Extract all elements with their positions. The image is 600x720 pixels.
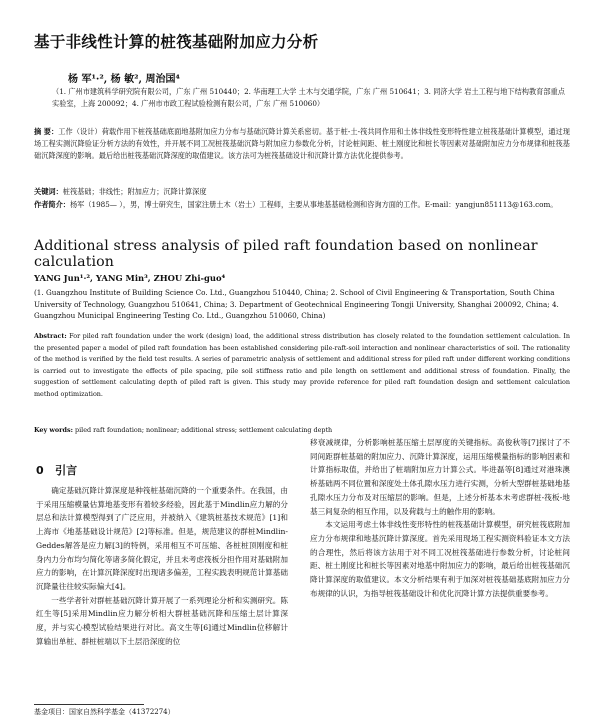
section-heading (36, 462, 77, 478)
left-paragraph-1: 确定基础沉降计算深度是种筏桩基础沉降的一个重要条件。在我国，由于采用压缩模量估算地基变形有着较多经验，因此基于Mindlin应力解的分层总和法计算模型得到了广泛应用，并被纳入《建筑桩基技术规范》[1]和上海市《地基基础设计规范》[2]等标准。但是，规范建议的群桩Mindlin-Geddes解答是应力解[3]的特例，采用相互不可压缩、各桩桩顶刚度和桩身内力分布均匀简化等诸多简化假定，并且未考虑筏板分担作用对基础附加应力的影响，在计算沉降深度时出现诸多偏差，工程实践表明规范计算基础沉降量往往较实际偏大[4]。 (36, 486, 288, 591)
chinese-keywords (34, 186, 570, 198)
english-keywords-text: piled raft foundation; nonlinear; additional stress; settlement calculating depth (75, 426, 333, 434)
chinese-authors: 杨 军¹·², 杨 敏², 周治国⁴ (68, 74, 180, 85)
english-abstract-label: Abstract: (34, 332, 67, 340)
footnote: 基金项目：国家自然科学基金（41372274） (34, 708, 175, 716)
footnote-divider (34, 704, 144, 705)
english-authors: YANG Jun¹·², YANG Min³, ZHOU Zhi-guo⁴ (34, 273, 226, 283)
chinese-title: 基于非线性计算的桩筏基础附加应力分析 (34, 33, 319, 51)
english-keywords (34, 425, 570, 437)
english-abstract (34, 331, 570, 400)
right-column (310, 436, 570, 600)
chinese-keywords-label: 关键词： (34, 187, 63, 196)
chinese-affiliation: （1. 广州市建筑科学研究院有限公司，广东 广州 510440；2. 华南理工大学 土木与交通学院，广东 广州 510641；3. 同济大学 岩土工程与地下结构教育部重点实验室，上海 200092；4. 广州市市政工程试验检测有限公司，广东 广州 510060） (52, 87, 565, 108)
chinese-abstract-label: 摘 要： (34, 127, 59, 136)
english-affiliation: (1. Guangzhou Institute of Building Science Co. Ltd., Guangzhou 510440, China; 2. School of Civil Engineering & Transportation, South China University of Technology, Guangzhou 510641, China; 3. Department of Geotechnical Engineering Tongji University, Shanghai 200092, China; 4. Guangzhou Municipal Engineering Testing Co. Ltd., Guangzhou 510060, China) (34, 288, 559, 320)
author-info-label: 作者简介： (34, 200, 70, 209)
chinese-keywords-text: 桩筏基础；非线性；附加应力；沉降计算深度 (62, 187, 207, 196)
author-info (34, 199, 570, 211)
english-keywords-label: Key words: (34, 426, 73, 434)
chinese-abstract (34, 126, 570, 162)
english-abstract-text: For piled raft foundation under the work (design) load, the additional stress distribution has closely related to the foundation settlement calculation. In the presented paper a model of piled raft foundation has been established considering pile-raft-soil interaction and nonlinear characteristics of soil. The rationality of the method is verified by the field test results. A series of parametric analysis of settlement and additional stress for piled raft under different working conditions is carried out to investigate the effects of pile spacing, pile soil stiffness ratio and pile length on settlement and additional stress of foundation. Finally, the suggestion of settlement calculating depth of piled raft is given. This study may provide reference for piled raft foundation design and settlement calculation method optimization. (34, 332, 570, 398)
right-paragraph-2: 本文运用考虑土体非线性变形特性的桩筏基础计算模型，研究桩筏底附加应力分布规律和地基沉降计算深度。首先采用现场工程实测资料验证本文方法的合理性，然后将该方法用于对不同工况桩筏基础进行参数分析，讨论桩间距、桩土刚度比和桩长等因素对地基中附加应力的影响，最后给出桩筏基础沉降计算深度的取值建议。本文分析结果有利于加深对桩筏基础基底附加应力分布规律的认识，为指导桩筏基础设计和优化沉降计算方法提供重要参考。 (310, 520, 570, 598)
left-paragraph-2: 一些学者针对群桩基础沉降计算开展了一系列理论分析和实测研究。陈红生等[5]采用Mindlin应力解分析相大群桩基础沉降和压缩土层计算深度，并与实心模型试验结果进行对比。高文生等[6]通过Mindlin位移解计算输出单桩、群桩桩端以下土层沿深度的位 (36, 595, 288, 646)
english-title: Additional stress analysis of piled raft foundation based on nonlinear calculation (34, 238, 538, 270)
author-info-text: 杨军（1985— ），男，博士研究生，国家注册土木（岩土）工程师，主要从事地基基础检测和咨询方面的工作。E-mail：yangjun851113@163.com。 (69, 200, 558, 209)
left-column (36, 484, 288, 648)
chinese-abstract-text: 工作（设计）荷载作用下桩筏基础底面地基附加应力分布与基础沉降计算关系密切。基于桩-土-筏共同作用和土体非线性变形特性建立桩筏基础计算模型，通过现场工程实测沉降验证分析方法的有效性，并开展不同工况桩筏基础沉降与附加应力参数化分析，讨论桩间距、桩土刚度比和桩长等因素对基础附加应力分布规律和桩筏基础沉降深度的影响。最后给出桩筏基础沉降深度的取值建议。该方法可为桩筏基础设计和沉降计算方法优化提供参考。 (34, 127, 570, 160)
section-number: 0 (36, 464, 44, 477)
right-paragraph-1: 移衰减规律，分析影响桩基压缩土层厚度的关键指标。高俊秋等[7]探讨了不同间距群桩基础的附加应力、沉降计算深度，运用压缩模量指标的影响因素和计算指标取值，并给出了桩端附加应力计算公式。毕进磊等[8]通过对港珠澳桥基础两不同位置和深度处土体孔隙水压力进行实测，分析大型群桩基础地基孔隙水压力分布及对压缩层的影响。但是，上述分析基本未考虑群桩-筏板-地基三间复杂的相互作用，以及荷载与土的触作用的影响。 (310, 438, 570, 516)
section-title: 引言 (55, 464, 78, 477)
